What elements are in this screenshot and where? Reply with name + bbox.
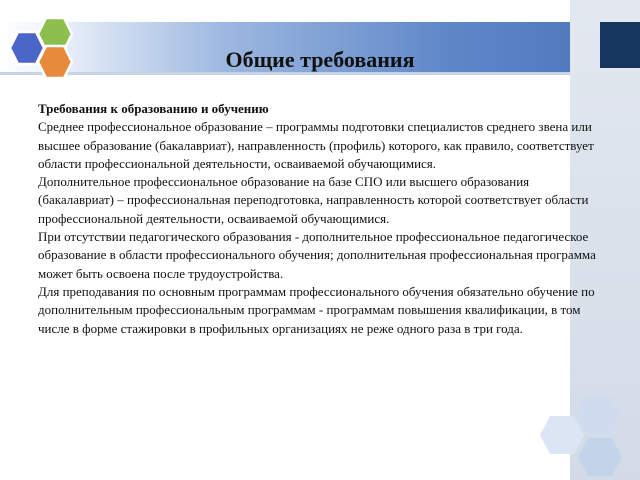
decor-hexagon [576,436,624,478]
hexagon-orange-icon [36,44,74,80]
paragraph: Для преподавания по основным программам профессионального обучения обязательно обучение по дополнительным профессиональным программам - программам повышения квалификации, в том числе в форме стажировки в профильных организациях не реже одного раза в три года. [38,283,595,336]
section-heading: Требования к образованию и обучению [38,101,269,116]
slide-title: Общие требования [225,47,415,72]
paragraph: При отсутствии педагогического образования - дополнительное профессиональное педагогическое образование в области профессионального обучения; дополнительная профессиональная программа может быть освоена после трудоустройства. [38,229,596,281]
slide-content [38,100,608,338]
paragraph: Среднее профессиональное образование – программы подготовки специалистов среднего звена или высшее образование (бакалавриат), направленность (профиль) которого, как правило, соответствует области профессиональной деятельности, осваиваемой обучающимися. [38,119,594,171]
right-decor-block [600,22,640,68]
paragraph: Дополнительное профессиональное образование на базе СПО или высшего образования (бакалавриат) – профессиональная переподготовка, направленность которой соответствует области профессиональной деятельности, осваиваемой обучающимися. [38,174,589,226]
